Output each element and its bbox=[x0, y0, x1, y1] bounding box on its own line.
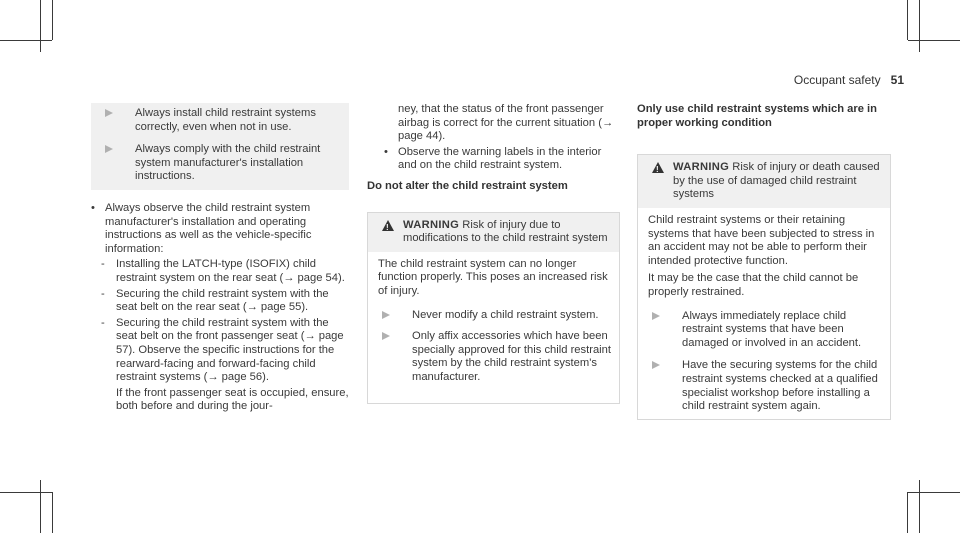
warning-text: Risk of injury or death caused by the use of damaged child restraint systems bbox=[673, 161, 880, 201]
warning-body: The child restraint system can no longer function properly. This poses an increased risk of injury. bbox=[378, 257, 608, 297]
section-heading: Only use child restraint systems which are in proper working condition bbox=[637, 103, 877, 129]
warning-label: WARNING bbox=[673, 161, 730, 174]
list-item bbox=[638, 310, 890, 351]
list-item bbox=[368, 309, 619, 323]
crop-mark bbox=[40, 0, 41, 52]
warning-header bbox=[368, 213, 619, 252]
column-1 bbox=[91, 103, 349, 414]
arrow-icon bbox=[382, 311, 390, 319]
page-number: 51 bbox=[890, 73, 904, 87]
list-item bbox=[91, 143, 341, 184]
list-item-text: Never modify a child restraint system. bbox=[412, 308, 599, 321]
bullet-icon: • bbox=[384, 145, 388, 158]
list-item bbox=[638, 359, 890, 413]
continuation-text: ney, that the status of the front passenger airbag is correct for the current situation (→ page 44). bbox=[398, 103, 614, 143]
crop-mark bbox=[0, 40, 52, 41]
dash-icon: - bbox=[101, 287, 105, 300]
warning-body: It may be the case that the child cannot be properly restrained. bbox=[648, 272, 859, 298]
crop-mark bbox=[40, 480, 41, 533]
arrow-icon bbox=[382, 332, 390, 340]
warning-body: Child restraint systems or their retaining systems that have been subjected to stress in an accident may not be able to perform their intended protective function. bbox=[648, 213, 875, 267]
crop-mark bbox=[52, 492, 53, 533]
list-item-text: Always install child restraint systems correctly, even when not in use. bbox=[135, 107, 316, 133]
list-item bbox=[91, 107, 341, 134]
bullet-item bbox=[91, 202, 349, 256]
column-3 bbox=[637, 103, 891, 420]
warning-box bbox=[367, 212, 620, 404]
dash-item bbox=[91, 288, 349, 315]
warning-label: WARNING bbox=[403, 218, 460, 231]
column-2 bbox=[367, 103, 620, 404]
crop-mark bbox=[908, 40, 960, 41]
dash-text: Securing the child restraint system with the seat belt on the rear seat (→ page 55). bbox=[116, 287, 329, 314]
dash-icon: - bbox=[101, 258, 105, 271]
warning-icon bbox=[382, 220, 394, 231]
bullet-item bbox=[367, 146, 620, 173]
dash-item bbox=[91, 258, 349, 285]
warning-header bbox=[638, 155, 890, 208]
list-item bbox=[368, 330, 619, 384]
continuation-text: If the front passenger seat is occupied, ensure, both before and during the jour- bbox=[116, 386, 349, 413]
dash-icon: - bbox=[101, 316, 105, 329]
crop-mark bbox=[919, 0, 920, 52]
list-item-text: Only affix accessories which have been specially approved for this child restraint system by the child restraint system's manufacturer. bbox=[412, 330, 611, 383]
warning-box bbox=[637, 154, 891, 420]
list-item-text: Have the securing systems for the child restraint systems checked at a qualified specialist workshop before installing a child restraint system again. bbox=[682, 359, 878, 413]
page-header bbox=[794, 73, 904, 87]
bullet-icon: • bbox=[91, 201, 95, 214]
dash-text: Securing the child restraint system with the seat belt on the front passenger seat (→ page 57). Observe the specific instructions for the rearward-facing and forward-facing child restraint systems (→ page 56). bbox=[116, 316, 344, 384]
bullet-text: Observe the warning labels in the interior and on the child restraint system. bbox=[398, 145, 602, 172]
dash-item bbox=[91, 317, 349, 385]
crop-mark bbox=[0, 492, 52, 493]
crop-mark bbox=[919, 480, 920, 533]
crop-mark bbox=[908, 492, 960, 493]
warning-text: Risk of injury due to modifications to the child restraint system bbox=[403, 218, 608, 245]
arrow-icon bbox=[652, 361, 660, 369]
bullet-text: Always observe the child restraint system manufacturer's installation and operating instructions as well as the vehicle-specific information: bbox=[105, 201, 312, 255]
arrow-icon bbox=[652, 312, 660, 320]
section-heading: Do not alter the child restraint system bbox=[367, 179, 568, 192]
crop-mark bbox=[907, 0, 908, 40]
arrow-icon bbox=[105, 109, 113, 117]
section-title: Occupant safety bbox=[793, 73, 881, 87]
warning-icon bbox=[652, 162, 664, 173]
list-item-text: Always comply with the child restraint system manufacturer's installation instructions. bbox=[135, 143, 321, 183]
crop-mark bbox=[52, 0, 53, 40]
arrow-icon bbox=[105, 145, 113, 153]
dash-text: Installing the LATCH-type (ISOFIX) child restraint system on the rear seat (→ page 54). bbox=[116, 258, 345, 284]
list-item-text: Always immediately replace child restraint systems that have been damaged or involved in an accident. bbox=[682, 309, 862, 349]
safety-note-box bbox=[91, 103, 349, 190]
crop-mark bbox=[907, 492, 908, 533]
